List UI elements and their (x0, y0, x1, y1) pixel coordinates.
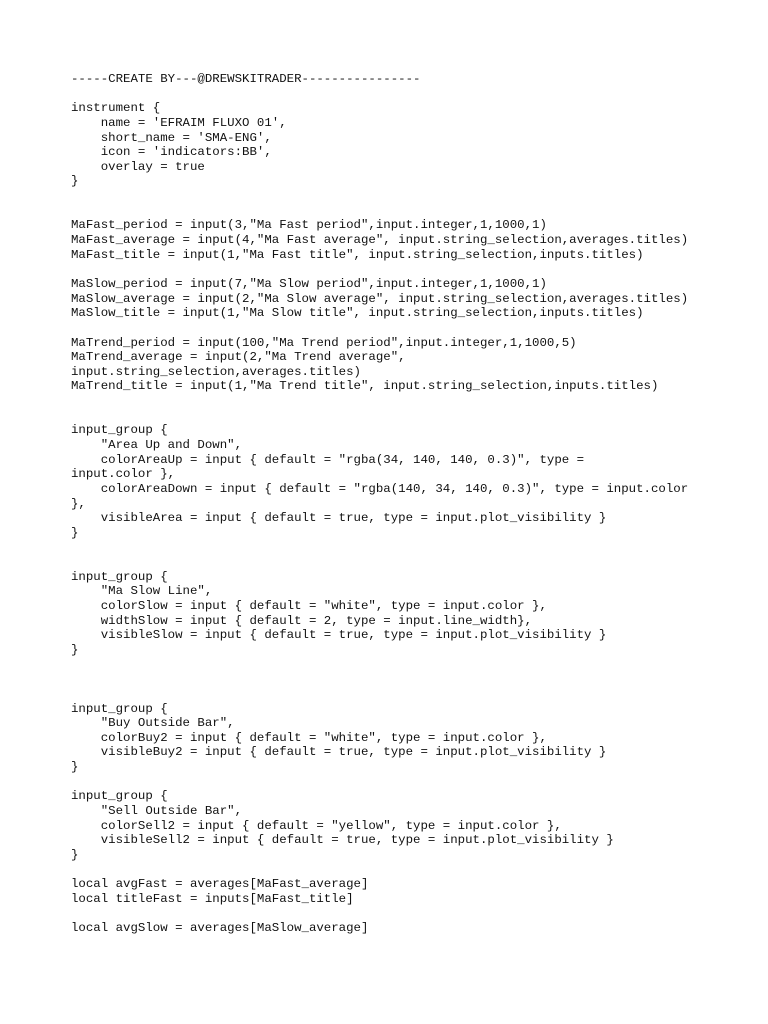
code-line: } (71, 174, 79, 189)
code-line: colorSlow = input { default = "white", type = input.color }, (71, 599, 547, 614)
code-line: instrument { (71, 101, 161, 116)
code-line: MaTrend_period = input(100,"Ma Trend period",input.integer,1,1000,5) (71, 335, 577, 350)
code-line: visibleBuy2 = input { default = true, type = input.plot_visibility } (71, 745, 607, 760)
code-line: visibleSlow = input { default = true, type = input.plot_visibility } (71, 628, 607, 643)
code-line: "Sell Outside Bar", (71, 804, 243, 819)
code-line: } (71, 642, 79, 657)
code-line: "Ma Slow Line", (71, 584, 213, 599)
code-line (71, 687, 751, 702)
code-line (71, 775, 751, 790)
code-line (71, 262, 751, 277)
code-line: input_group { (71, 423, 168, 438)
code-line: name = 'EFRAIM FLUXO 01', (71, 115, 287, 130)
code-line: MaSlow_title = input(1,"Ma Slow title", input.string_selection,inputs.titles) (71, 306, 644, 321)
code-line: "Area Up and Down", (71, 438, 243, 453)
code-line (71, 321, 751, 336)
code-line: colorAreaUp = input { default = "rgba(34, 140, 140, 0.3)", type = (71, 452, 585, 467)
code-line: input_group { (71, 569, 168, 584)
code-line: overlay = true (71, 159, 205, 174)
code-line (71, 672, 751, 687)
code-line (71, 87, 751, 102)
code-line: visibleArea = input { default = true, type = input.plot_visibility } (71, 511, 607, 526)
code-line: MaSlow_period = input(7,"Ma Slow period",input.integer,1,1000,1) (71, 276, 547, 291)
code-line (71, 863, 751, 878)
code-line: "Buy Outside Bar", (71, 716, 235, 731)
code-line: -----CREATE BY---@DREWSKITRADER---------------- (71, 72, 421, 86)
code-line: } (71, 847, 79, 862)
code-line (71, 555, 751, 570)
code-line (71, 658, 751, 673)
code-line: colorBuy2 = input { default = "white", type = input.color }, (71, 730, 547, 745)
code-line: MaFast_average = input(4,"Ma Fast average", input.string_selection,averages.titles) (71, 233, 689, 248)
code-line: MaTrend_title = input(1,"Ma Trend title", input.string_selection,inputs.titles) (71, 379, 659, 394)
code-line: input_group { (71, 701, 168, 716)
code-line: } (71, 760, 79, 775)
code-line: input.color }, (71, 467, 176, 482)
code-line (71, 409, 751, 424)
code-line (71, 907, 751, 922)
code-line: MaSlow_average = input(2,"Ma Slow average", input.string_selection,averages.titles) (71, 291, 689, 306)
code-line: widthSlow = input { default = 2, type = input.line_width}, (71, 613, 533, 628)
code-line: visibleSell2 = input { default = true, type = input.plot_visibility } (71, 833, 614, 848)
code-line: icon = 'indicators:BB', (71, 145, 272, 160)
code-line: colorSell2 = input { default = "yellow", type = input.color }, (71, 818, 562, 833)
code-line: local avgSlow = averages[MaSlow_average] (71, 921, 369, 936)
code-line: local avgFast = averages[MaFast_average] (71, 877, 369, 892)
code-line (71, 541, 751, 556)
code-line (71, 394, 751, 409)
code-line: colorAreaDown = input { default = "rgba(140, 34, 140, 0.3)", type = input.color (71, 481, 689, 496)
code-line: MaTrend_average = input(2,"Ma Trend average", (71, 350, 406, 365)
code-document (71, 72, 751, 936)
code-line: MaFast_title = input(1,"Ma Fast title", input.string_selection,inputs.titles) (71, 247, 644, 262)
code-line: input_group { (71, 789, 168, 804)
code-line: }, (71, 496, 86, 511)
code-line (71, 204, 751, 219)
code-line (71, 189, 751, 204)
code-line: local titleFast = inputs[MaFast_title] (71, 891, 354, 906)
code-line: } (71, 525, 79, 540)
code-line: MaFast_period = input(3,"Ma Fast period",input.integer,1,1000,1) (71, 218, 547, 233)
code-line: short_name = 'SMA-ENG', (71, 130, 272, 145)
code-line: input.string_selection,averages.titles) (71, 364, 361, 379)
